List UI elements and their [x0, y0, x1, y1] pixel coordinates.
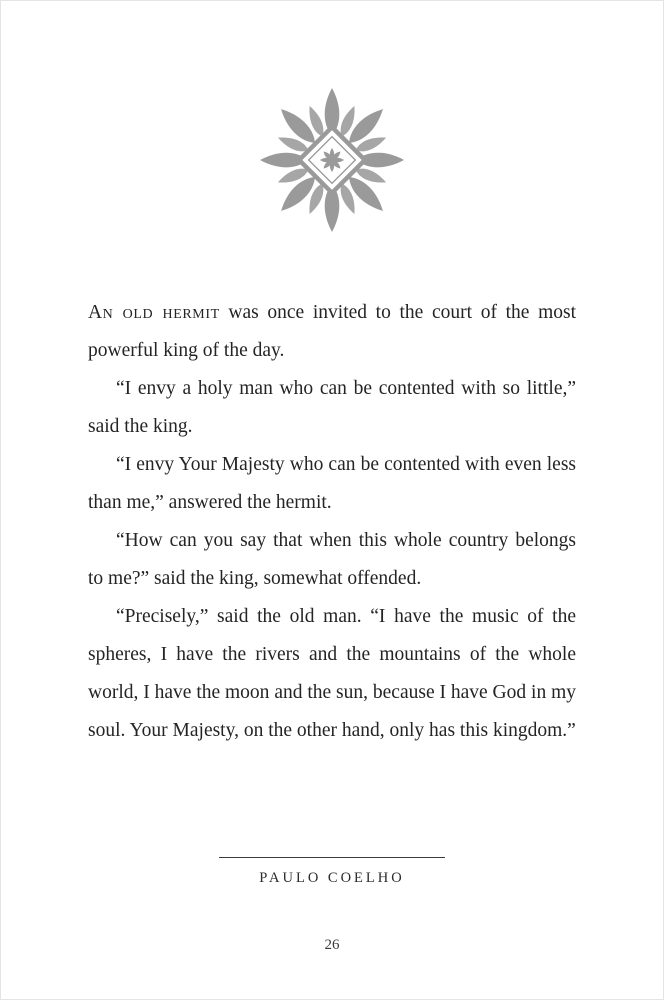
paragraph: “Precisely,” said the old man. “I have the music of the spheres, I have the rivers and the mountains of the whole world, I have the moon and the sun, because I have God in my soul. Your Majesty, on the other hand, only has this kingdom.” [88, 606, 576, 741]
page-number: 26 [324, 937, 340, 953]
paragraph: “I envy Your Majesty who can be contented with even less than me,” answered the hermit. [88, 454, 576, 513]
opening-lead-smallcaps: An old hermit [88, 302, 220, 323]
ornament-container [1, 1, 663, 240]
footer-author-block [1, 857, 663, 887]
paragraph: “How can you say that when this whole country belongs to me?” said the king, somewhat offended. [88, 530, 576, 589]
paragraph: “I envy a holy man who can be contented with so little,” said the king. [88, 378, 576, 437]
rosette-ornament-icon [257, 85, 407, 235]
opening-rest: was once invited to the court of the most powerful king of the day. [88, 302, 576, 361]
story-text [88, 294, 576, 750]
divider-rule [219, 857, 445, 858]
opening-paragraph [88, 294, 576, 370]
author-name: PAULO COELHO [259, 870, 405, 886]
